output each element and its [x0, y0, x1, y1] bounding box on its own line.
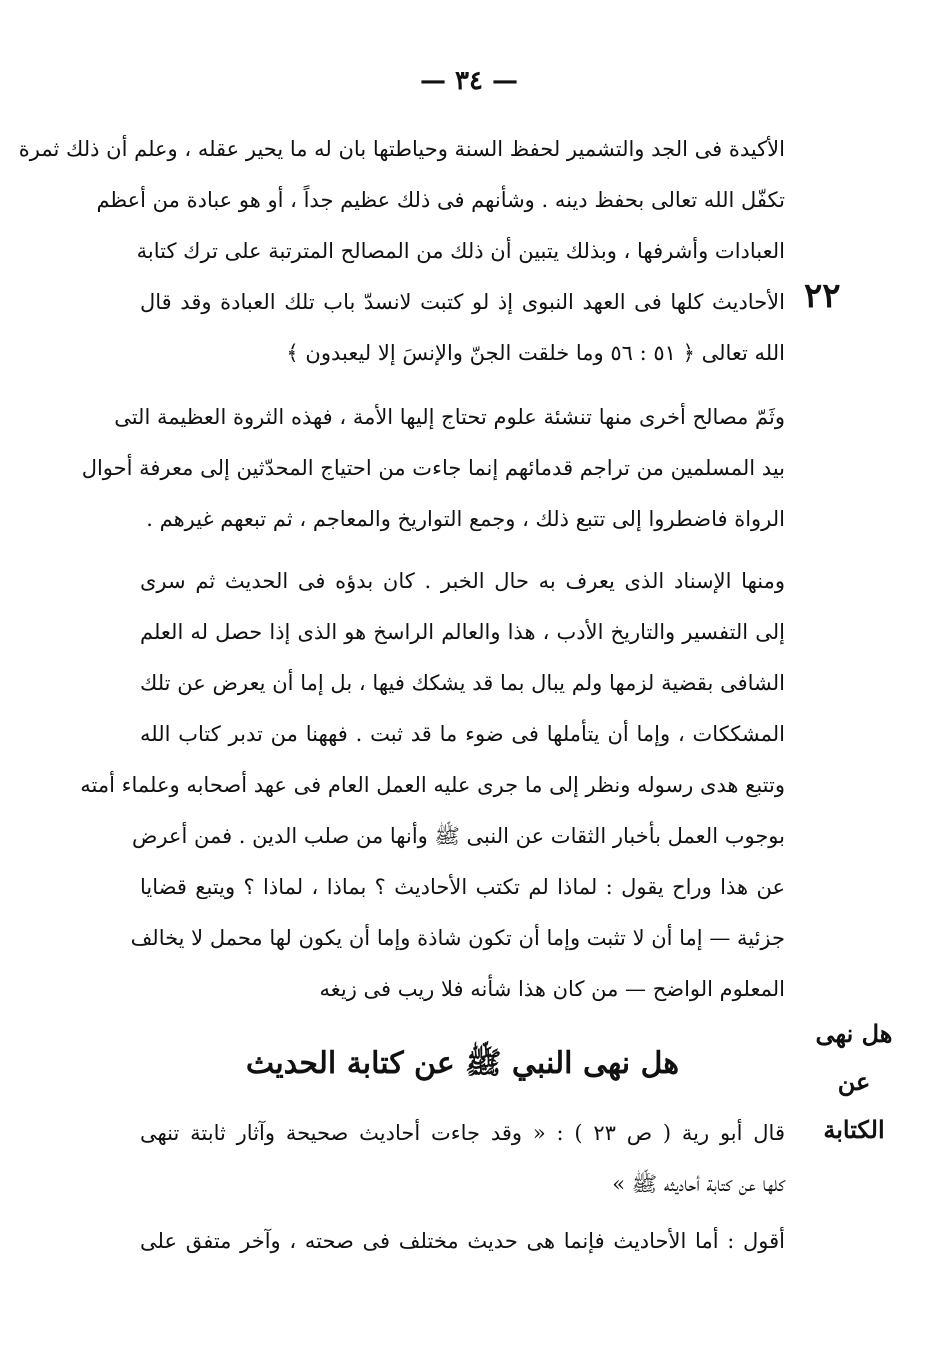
paragraph-1: [18, 124, 785, 379]
paragraph-2: [81, 392, 785, 545]
text-line: عن هذا وراح يقول : لماذا لم تكتب الأحاديث ؟ بماذا ، لماذا ؟ ويتبع قضايا: [140, 875, 785, 899]
text-line: قال أبو رية ( ص ٢٣ ) : « وقد جاءت أحاديث صحيحة وآثار ثابتة تنهى: [140, 1121, 785, 1145]
section-title: هل نهى النبي ﷺ عن كتابة الحديث: [245, 1046, 680, 1081]
text-line: المشككات ، وإما أن يتأملها فى ضوء ما قد ثبت . فههنا من تدبر كتاب الله: [140, 722, 785, 746]
text-line: الرواة فاضطروا إلى تتبع ذلك ، وجمع التواريخ والمعاجم ، ثم تبعهم غيرهم .: [146, 507, 785, 531]
margin-section-number: ٢٢: [804, 276, 841, 316]
text-line: وثَمّ مصالح أخرى منها تنشئة علوم تحتاج إليها الأمة ، فهذه الثروة العظيمة التى: [114, 405, 785, 429]
text-line: أقول : أما الأحاديث فإنما هى حديث مختلف فى صحته ، وآخر متفق على: [140, 1229, 785, 1253]
paragraph-5: [140, 1216, 785, 1267]
text-line: إلى التفسير والتاريخ الأدب ، هذا والعالم الراسخ هو الذى إذا حصل له العلم: [140, 620, 785, 644]
paragraph-4: [140, 1108, 785, 1210]
text-line: وتتبع هدى رسوله ونظر إلى ما جرى عليه العمل العام فى عهد أصحابه وعلماء أمته: [80, 773, 785, 797]
text-line: المعلوم الواضح — من كان هذا شأنه فلا ريب فى زيغه: [319, 977, 785, 1001]
text-line: الشافى بقضية لزمها ولم يبال بما قد يشكك فيها ، بل إما أن يعرض عن تلك: [140, 671, 785, 695]
margin-note: [798, 1010, 910, 1154]
text-line: الأكيدة فى الجد والتشمير لحفظ السنة وحياطتها بان له ما يحير عقله ، وعلم أن ذلك ثمرة: [18, 137, 785, 161]
text-line: كلها عن كتابة أحاديثه ﷺ »: [612, 1172, 785, 1196]
text-line: تكفّل الله تعالى بحفظ دينه . وشأنهم فى ذلك عظيم جداً ، أو هو عبادة من أعظم: [96, 188, 785, 212]
text-line: الأحاديث كلها فى العهد النبوى إذ لو كتبت لانسدّ باب تلك العبادة وقد قال: [140, 290, 785, 314]
text-line: العبادات وأشرفها ، وبذلك يتبين أن ذلك من المصالح المترتبة على ترك كتابة: [136, 239, 785, 263]
text-line: الله تعالى ﴿ ٥١ : ٥٦ وما خلقت الجنّ والإنسَ إلا ليعبدون ﴾: [286, 341, 785, 365]
margin-note-line: هل نهى عن: [815, 1019, 893, 1096]
text-line: بوجوب العمل بأخبار الثقات عن النبى ﷺ وأنها من صلب الدين . فمن أعرض: [131, 824, 785, 848]
text-line: بيد المسلمين من تراجم قدمائهم إنما جاءت من احتياج المحدّثين إلى معرفة أحوال: [81, 456, 785, 480]
margin-note-line: الكتابة: [823, 1115, 885, 1144]
paragraph-3: [80, 556, 785, 1015]
text-line: ومنها الإسناد الذى يعرف به حال الخبر . كان بدؤه فى الحديث ثم سرى: [140, 569, 785, 593]
text-line: جزئية — إما أن لا تثبت وإما أن تكون شاذة وإما أن يكون لها محمل لا يخالف: [130, 926, 785, 950]
page-number: — ٣٤ —: [419, 66, 519, 96]
